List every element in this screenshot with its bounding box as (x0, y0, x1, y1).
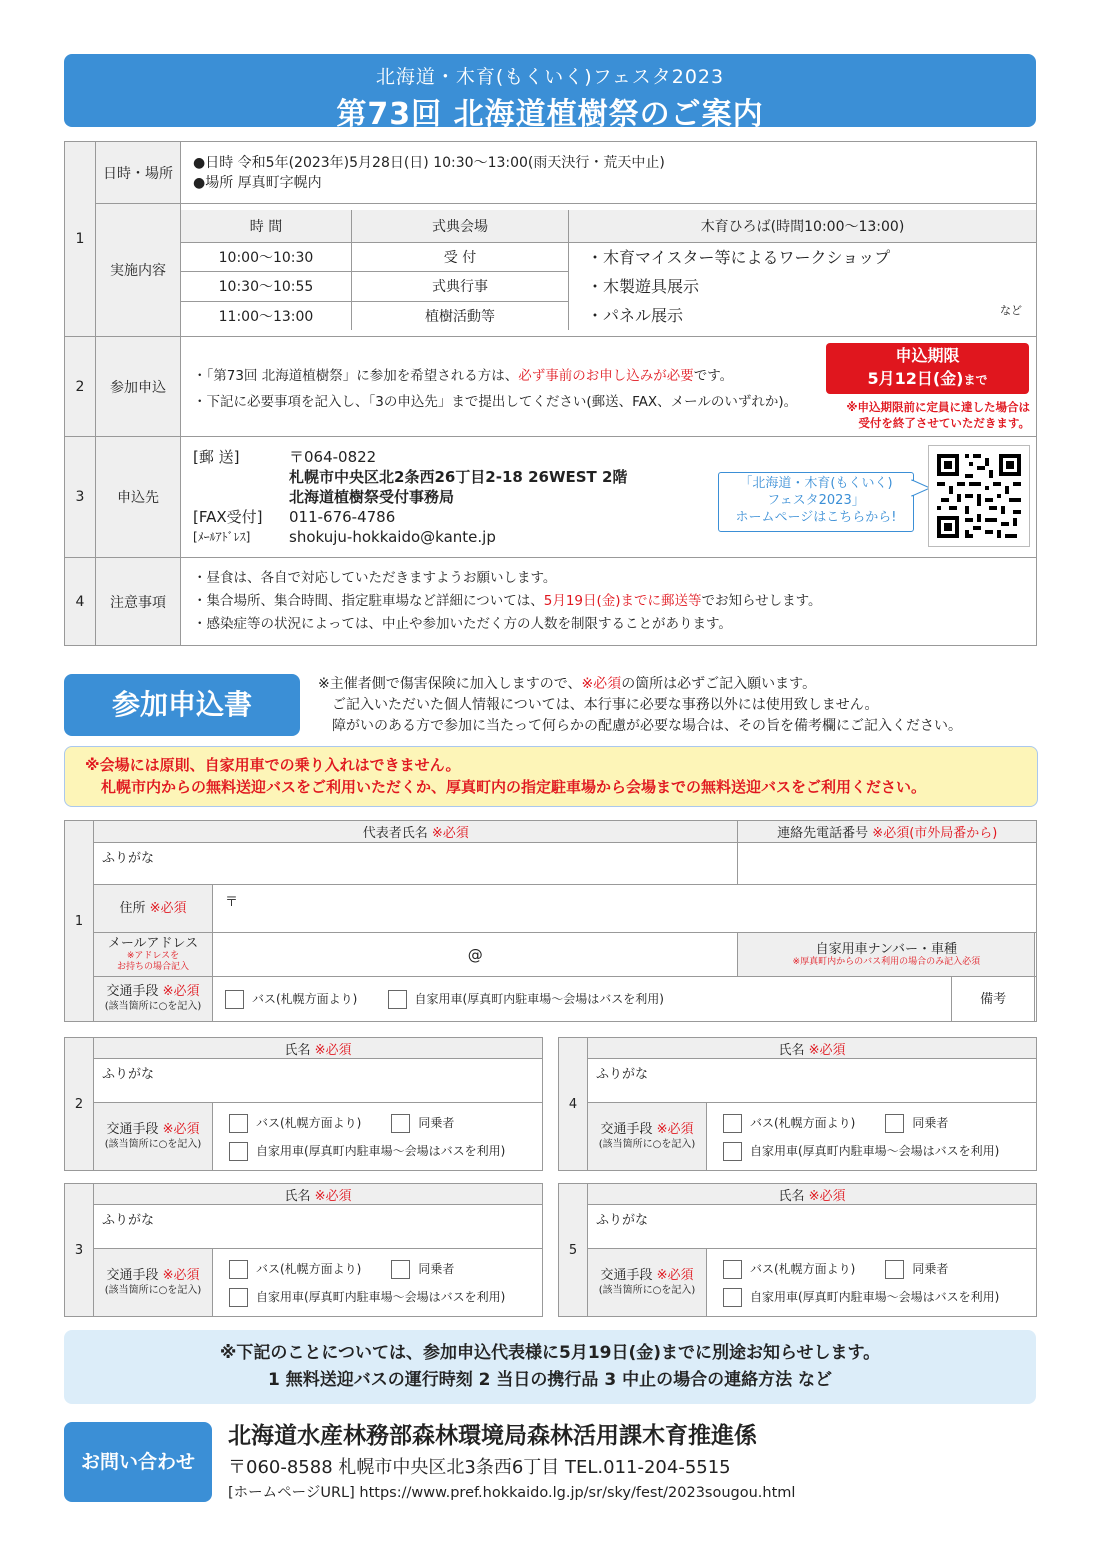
form-note-text: の箇所は必ずご記入願います。 (621, 676, 817, 692)
warning-line: ※会場には原則、自家用車での乗り入れはできません。 (85, 756, 461, 774)
warning-line: 札幌市内からの無料送迎バスをご利用いただくか、厚真町内の指定駐車場から会場までの無料送迎バスをご利用ください。 (101, 778, 927, 796)
transport-label (588, 1249, 707, 1317)
contact-url[interactable]: [ホームページURL] https://www.pref.hokkaido.lg.jp/sr/sky/fest/2023sougou.html (228, 1485, 796, 1501)
rep-name-header (94, 821, 738, 843)
apply-required-text: 必ず事前のお申し込みが必要 (518, 367, 694, 384)
transport-note: (該当箇所に○を記入) (598, 1138, 696, 1150)
fax-number: 011-676-4786 (289, 508, 396, 526)
apply-text: です。 (693, 367, 734, 384)
form-note-text: 障がいのある方で参加に当たって何らかの配慮が必要な場合は、その旨を備考欄にご記入ください。 (332, 718, 962, 734)
transport-options (707, 1249, 1037, 1317)
bus-label: バス(札幌方面より) (750, 1115, 856, 1130)
email-label-text: メールアドレス (107, 936, 199, 951)
car-label: 自家用車(厚真町内駐車場～会場はバスを利用) (256, 1143, 506, 1158)
required-mark: ※必須 (808, 1188, 846, 1204)
furigana-label: ふりがな (596, 1213, 649, 1228)
applicant-form-1 (64, 820, 1037, 1022)
fax-label: [FAX受付] (193, 508, 263, 526)
plaza-item: ・木育マイスター等によるワークショップ (587, 247, 891, 267)
passenger-checkbox[interactable] (885, 1114, 904, 1133)
transport-note: (該当箇所に○を記入) (104, 1284, 202, 1296)
transport-options (213, 1249, 543, 1317)
col-plaza: 木育ひろば(時間10:00～13:00) (569, 210, 1037, 242)
contact-label: お問い合わせ (64, 1422, 212, 1502)
required-mark: ※必須 (808, 1042, 846, 1058)
name-header (94, 1184, 543, 1205)
deadline-note (800, 399, 1030, 431)
address-input[interactable] (213, 885, 1037, 933)
notes-text: ・昼食は、各自で対応していただきますようお願いします。 (193, 570, 557, 586)
form-note-text: ※主催者側で傷害保険に加入しますので、 (318, 676, 582, 692)
furigana-label: ふりがな (102, 1067, 155, 1082)
advance-notice-line: ※下記のことについては、参加申込代表様に5月19日(金)までに別途お知らせします。 (219, 1343, 881, 1363)
bus-label: バス(札幌方面より) (750, 1261, 856, 1276)
deadline-date: 5月12日(金) (867, 369, 964, 388)
transport-label-text: 交通手段 (106, 1267, 159, 1283)
email-label (94, 933, 213, 977)
advance-notice-items: 1 無料送迎バスの運行時刻 2 当日の携行品 3 中止の場合の連絡方法 など (268, 1370, 832, 1390)
email-input[interactable] (213, 933, 738, 977)
plaza-item: ・パネル展示 (587, 305, 684, 325)
schedule-venue: 植樹活動等 (352, 301, 569, 330)
qr-code[interactable] (928, 445, 1030, 547)
notes-text: ・感染症等の状況によっては、中止や参加いただく方の人数を制限することがあります。 (193, 616, 732, 632)
required-mark: ※必須 (149, 901, 187, 916)
contact-address: 〒060-8588 札幌市中央区北3条西6丁目 TEL.011-204-5515 (228, 1457, 731, 1478)
bus-label: バス(札幌方面より) (252, 991, 358, 1006)
car-number-label (738, 933, 1035, 977)
transport-label (94, 1249, 213, 1317)
required-mark: ※必須 (162, 1121, 200, 1137)
mail-address: 札幌市中央区北2条西26丁目2-18 26WEST 2階 (289, 468, 628, 486)
car-label: 自家用車(厚真町内駐車場～会場はバスを利用) (256, 1289, 506, 1304)
qr-code-icon (929, 446, 1029, 546)
address-label-text: 住所 (119, 901, 146, 916)
applicant-form-4 (558, 1037, 1037, 1171)
transport-label-text: 交通手段 (106, 1121, 159, 1137)
notes-text: ・集合場所、集合時間、指定駐車場など詳細については、 (193, 593, 544, 609)
required-mark: ※必須(市外局番から) (872, 826, 998, 841)
header-subtitle: 北海道・木育(もくいく)フェスタ2023 (375, 66, 725, 88)
transport-options (213, 1103, 543, 1171)
applicant-form-5 (558, 1183, 1037, 1317)
car-checkbox[interactable] (229, 1142, 248, 1161)
callout-line: 「北海道・木育(もくいく) (739, 476, 893, 491)
name-label: 氏名 (778, 1188, 805, 1204)
header-title: 第73回 北海道植樹祭のご案内 (336, 97, 764, 132)
required-mark: ※必須 (314, 1188, 352, 1204)
parking-warning (64, 746, 1038, 807)
transport-options (707, 1103, 1037, 1171)
deadline-badge-title: 申込期限 (895, 346, 960, 365)
datetime-label: 日時・場所 (96, 142, 181, 204)
bus-checkbox[interactable] (723, 1114, 742, 1133)
name-input[interactable] (588, 1205, 1037, 1249)
plaza-etc: など (1000, 303, 1022, 317)
transport-options (213, 977, 952, 1022)
required-mark: ※必須 (162, 1267, 200, 1283)
form-number: 3 (65, 1184, 94, 1317)
apply-text: ・「第73回 北海道植樹祭」に参加を希望される方は、 (193, 367, 519, 384)
applicant-form-3 (64, 1183, 543, 1317)
deadline-note-line: 受付を終了させていただきます。 (858, 416, 1030, 430)
remarks-label: 備考 (952, 977, 1035, 1022)
callout-line: フェスタ2023」 (767, 493, 865, 508)
transport-label-text: 交通手段 (600, 1267, 653, 1283)
section-number: 1 (65, 142, 96, 337)
email-label: [ﾒｰﾙｱﾄﾞﾚｽ] (193, 530, 251, 544)
content-label: 実施内容 (96, 204, 181, 337)
bus-label: バス(札幌方面より) (256, 1115, 362, 1130)
section-number: 2 (65, 337, 96, 437)
car-label: 自家用車(厚真町内駐車場～会場はバスを利用) (750, 1143, 1000, 1158)
apply-label: 参加申込 (96, 337, 181, 437)
datetime-line: ●日時 令和5年(2023年)5月28日(日) 10:30～13:00(雨天決行・荒天中止) (193, 154, 665, 171)
schedule-time: 10:00～10:30 (181, 242, 352, 271)
at-mark: @ (467, 945, 483, 964)
car-number-note: ※厚真町内からのバス利用の場合のみ記入必須 (792, 956, 981, 967)
plaza-cell (569, 242, 1037, 330)
destination-label: 申込先 (96, 437, 181, 558)
required-mark: ※必須 (162, 984, 200, 999)
car-label: 自家用車(厚真町内駐車場～会場はバスを利用) (414, 991, 664, 1006)
transport-label-text: 交通手段 (600, 1121, 653, 1137)
bus-checkbox[interactable] (225, 990, 244, 1009)
passenger-label: 同乗者 (912, 1115, 949, 1130)
notes-cell (181, 558, 1037, 646)
zip-mark: 〒 (225, 895, 239, 910)
car-number-input[interactable] (1035, 933, 1037, 977)
car-label: 自家用車(厚真町内駐車場～会場はバスを利用) (750, 1289, 1000, 1304)
email-address: shokuju-hokkaido@kante.jp (289, 528, 496, 546)
notes-text: でお知らせします。 (701, 593, 822, 609)
transport-note: (該当箇所に○を記入) (104, 1138, 202, 1150)
passenger-label: 同乗者 (418, 1261, 455, 1276)
callout-line: ホームページはこちらから! (735, 510, 897, 525)
form-notes (318, 674, 1038, 737)
bus-label: バス(札幌方面より) (256, 1261, 362, 1276)
form-note-required: ※必須 (581, 676, 622, 692)
apply-text: ・下記に必要事項を記入し、「3の申込先」まで提出してください(郵送、FAX、メールのいずれか)。 (193, 393, 798, 410)
form-title: 参加申込書 (64, 674, 300, 736)
mail-zip: 〒064-0822 (289, 448, 377, 466)
datetime-cell (181, 142, 1037, 204)
phone-input[interactable] (738, 843, 1037, 885)
schedule-venue: 式典行事 (352, 272, 569, 301)
schedule-table (181, 210, 1036, 330)
email-note: お持ちの場合記入 (116, 962, 189, 972)
notes-label: 注意事項 (96, 558, 181, 646)
mail-office: 北海道植樹祭受付事務局 (289, 488, 455, 506)
schedule-cell (181, 204, 1037, 337)
contact-dept: 北海道水産林務部森林環境局森林活用課木育推進係 (228, 1423, 757, 1449)
schedule-venue: 受 付 (352, 242, 569, 271)
furigana-label: ふりがな (102, 851, 155, 866)
section-number: 4 (65, 558, 96, 646)
form-number: 5 (559, 1184, 588, 1317)
name-label: 氏名 (284, 1188, 311, 1204)
transport-label (94, 1103, 213, 1171)
car-checkbox[interactable] (723, 1288, 742, 1307)
name-header (588, 1184, 1037, 1205)
homepage-callout (718, 472, 914, 532)
name-label: 氏名 (284, 1042, 311, 1058)
required-mark: ※必須 (314, 1042, 352, 1058)
address-label (94, 885, 213, 933)
furigana-label: ふりがな (596, 1067, 649, 1082)
required-mark: ※必須 (656, 1121, 694, 1137)
passenger-label: 同乗者 (418, 1115, 455, 1130)
page-header (64, 54, 1036, 132)
transport-note: (該当箇所に○を記入) (598, 1284, 696, 1296)
col-venue: 式典会場 (352, 210, 569, 242)
deadline-note-line: ※申込期限前に定員に達した場合は (846, 400, 1030, 414)
passenger-checkbox[interactable] (885, 1260, 904, 1279)
bus-checkbox[interactable] (229, 1260, 248, 1279)
section-number: 3 (65, 437, 96, 558)
rep-name-label: 代表者氏名 (362, 826, 428, 841)
name-header (588, 1038, 1037, 1059)
deadline-badge (826, 343, 1029, 394)
car-checkbox[interactable] (723, 1142, 742, 1161)
name-label: 氏名 (778, 1042, 805, 1058)
phone-label: 連絡先電話番号 (777, 826, 869, 841)
name-header (94, 1038, 543, 1059)
bus-checkbox[interactable] (723, 1260, 742, 1279)
car-checkbox[interactable] (388, 990, 407, 1009)
plaza-item: ・木製遊具展示 (587, 276, 700, 296)
mail-label: [郵 送] (193, 448, 240, 466)
advance-notice-box (64, 1330, 1036, 1404)
name-input[interactable] (94, 1205, 543, 1249)
col-time: 時 間 (181, 210, 352, 242)
car-checkbox[interactable] (229, 1288, 248, 1307)
transport-label (94, 977, 213, 1022)
furigana-label: ふりがな (102, 1213, 155, 1228)
deadline-made: まで (963, 373, 988, 387)
transport-label (588, 1103, 707, 1171)
transport-label-text: 交通手段 (106, 984, 159, 999)
car-number-label-text: 自家用車ナンバー・車種 (815, 941, 958, 957)
schedule-time: 11:00～13:00 (181, 301, 352, 330)
name-input[interactable] (94, 1059, 543, 1103)
applicant-form-2 (64, 1037, 543, 1171)
passenger-checkbox[interactable] (391, 1260, 410, 1279)
passenger-checkbox[interactable] (391, 1114, 410, 1133)
required-mark: ※必須 (431, 826, 469, 841)
required-mark: ※必須 (656, 1267, 694, 1283)
schedule-time: 10:30～10:55 (181, 272, 352, 301)
form-number: 2 (65, 1038, 94, 1171)
notes-deadline-text: 5月19日(金)までに郵送等 (543, 593, 702, 609)
remarks-input[interactable] (1035, 977, 1037, 1022)
phone-header (738, 821, 1037, 843)
rep-name-input[interactable] (94, 843, 738, 885)
email-note: ※アドレスを (126, 951, 180, 961)
form-note-text: ご記入いただいた個人情報については、本行事に必要な事務以外には使用致しません。 (332, 697, 879, 713)
passenger-label: 同乗者 (912, 1261, 949, 1276)
form-number: 1 (65, 821, 94, 1022)
place-line: ●場所 厚真町字幌内 (193, 174, 322, 191)
contact-info (228, 1420, 1048, 1504)
name-input[interactable] (588, 1059, 1037, 1103)
transport-note: (該当箇所に○を記入) (104, 1001, 202, 1012)
bus-checkbox[interactable] (229, 1114, 248, 1133)
form-number: 4 (559, 1038, 588, 1171)
